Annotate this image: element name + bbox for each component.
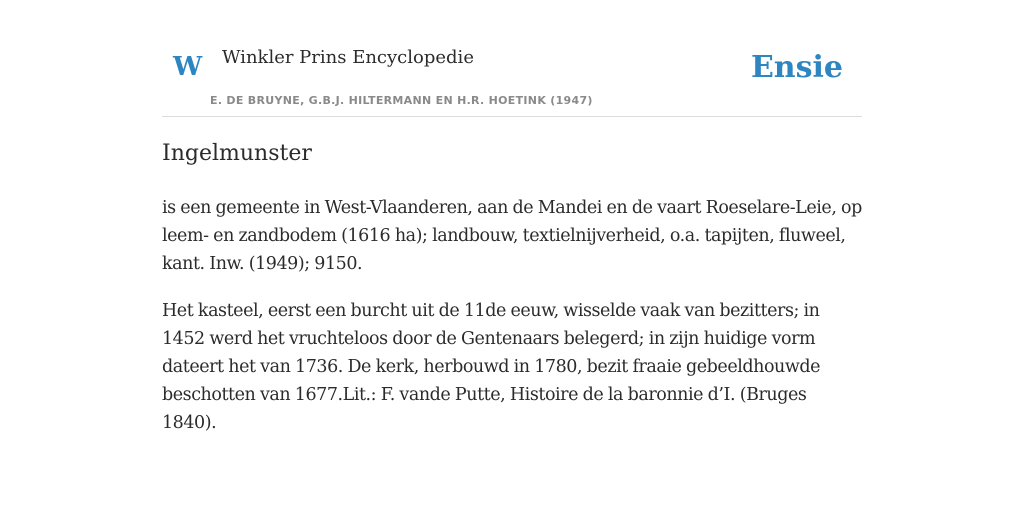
article-paragraph-1: is een gemeente in West-Vlaanderen, aan de Mandei en de vaart Roeselare-Leie, op leem- en zandbodem (1616 ha); landbouw, textielnijverheid, o.a. tapijten, fluweel, kant. Inw. (1949); 9150. (162, 198, 862, 274)
source-authors: E. DE BRUYNE, G.B.J. HILTERMANN EN H.R. HOETINK (1947) (210, 94, 593, 107)
source-title[interactable]: Winkler Prins Encyclopedie (222, 47, 474, 68)
source-header (162, 40, 862, 117)
ensie-logo-link[interactable]: Ensie (750, 50, 843, 85)
article-body (162, 136, 864, 456)
article-paragraph-2: Het kasteel, eerst een burcht uit de 11de eeuw, wisselde vaak van bezitters; in 1452 werd het vruchteloos door de Gentenaars belegerd; in zijn huidige vorm dateert het van 1736. De kerk, herbouwd in 1780, bezit fraaie gebeeldhouwde beschotten van 1677.Lit.: F. vande Putte, Histoire de la baronnie d’I. (Bruges 1840). (162, 301, 821, 433)
encyclopedia-logo[interactable]: W (173, 52, 203, 82)
entry-title: Ingelmunster (162, 141, 312, 166)
